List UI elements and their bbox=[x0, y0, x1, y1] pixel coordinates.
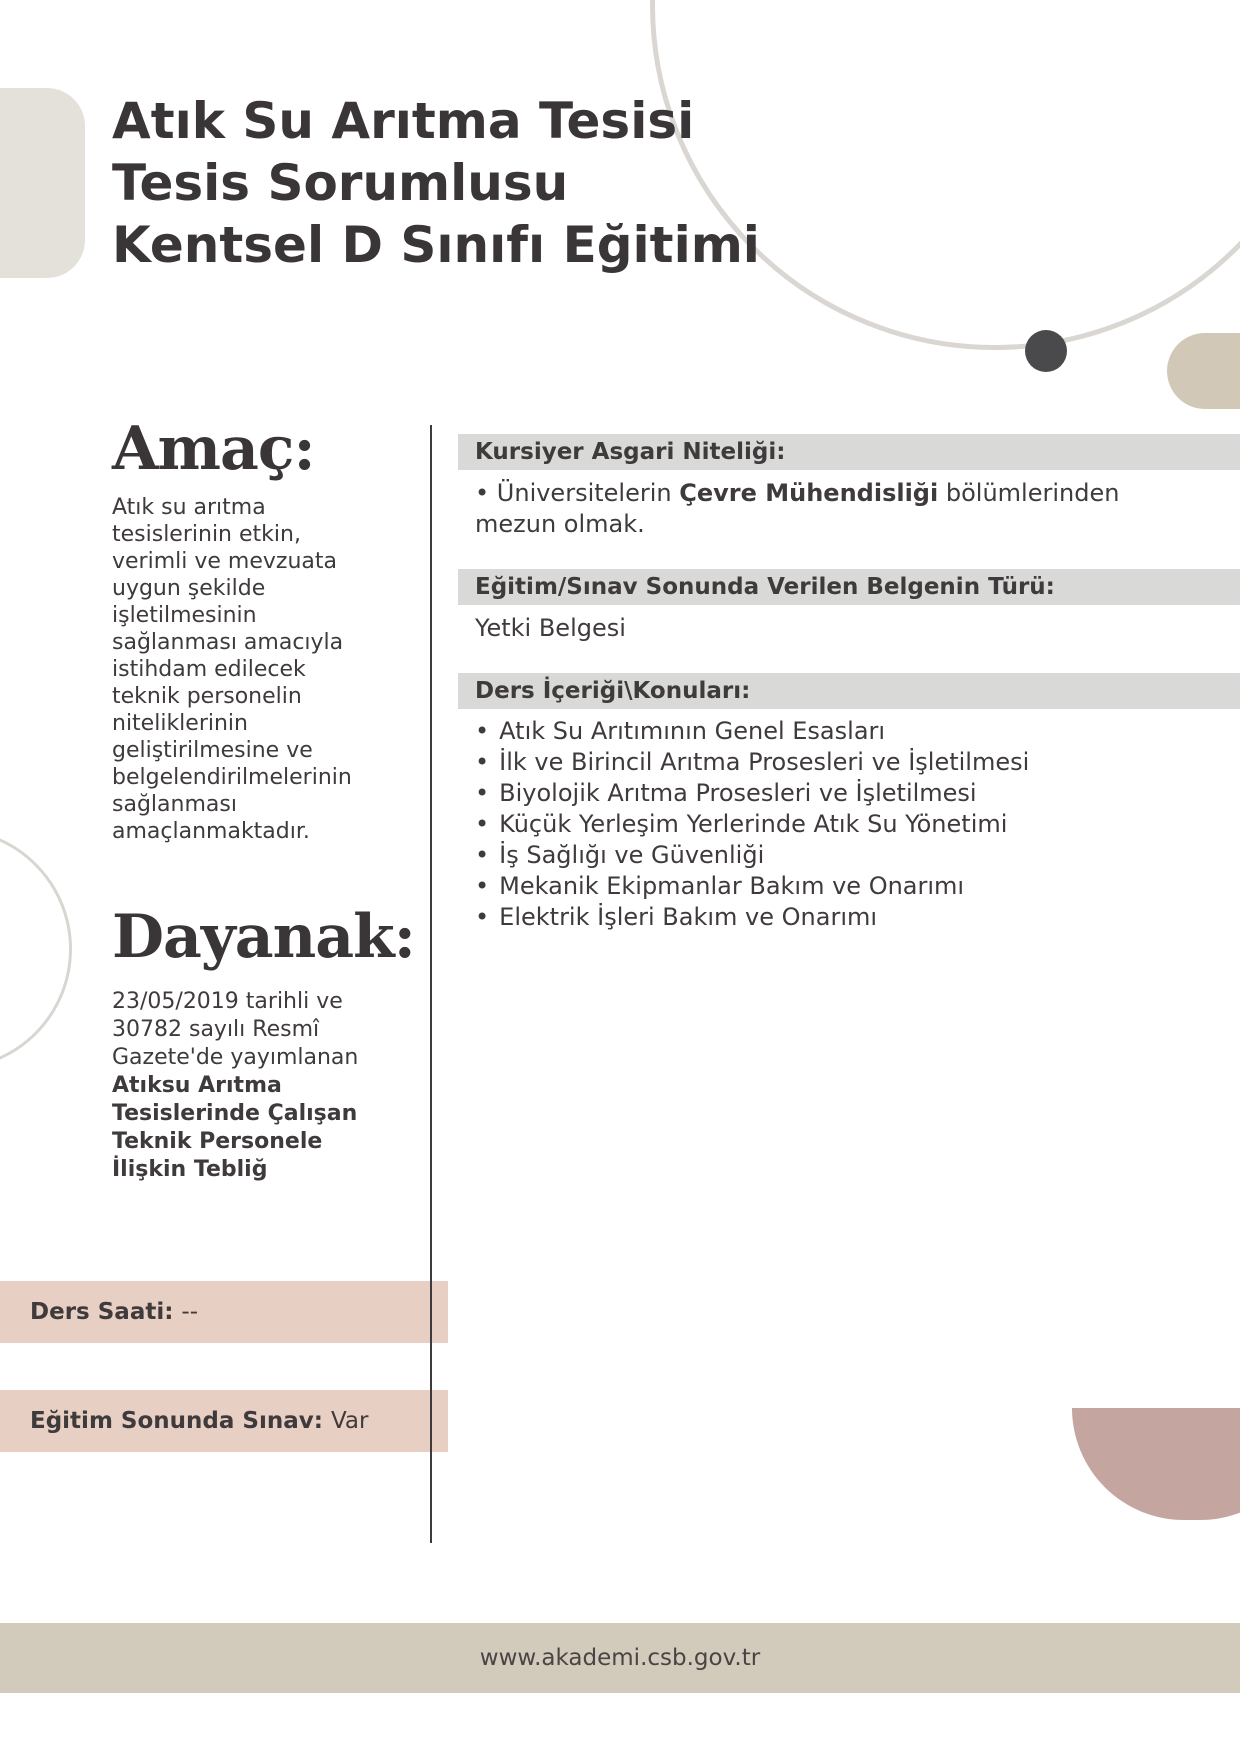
ders-saati-band bbox=[0, 1281, 448, 1343]
topic-item: • İlk ve Birincil Arıtma Prosesleri ve İşletilmesi bbox=[475, 747, 1029, 778]
footer-band bbox=[0, 1623, 1240, 1693]
dayanak-text-plain: 23/05/2019 tarihli ve 30782 sayılı Resmî Gazete'de yayımlanan bbox=[112, 989, 359, 1070]
kursiyer-bold: Çevre Mühendisliği bbox=[679, 479, 939, 507]
decorative-pill-right bbox=[1167, 333, 1240, 409]
column-divider bbox=[430, 425, 432, 1543]
topic-list bbox=[475, 716, 1029, 933]
title-line-1: Atık Su Arıtma Tesisi bbox=[112, 92, 695, 150]
ders-saati-value: -- bbox=[181, 1299, 199, 1325]
dayanak-text bbox=[112, 988, 380, 1184]
topic-item: • İş Sağlığı ve Güvenliği bbox=[475, 840, 1029, 871]
sinav-value: Var bbox=[330, 1408, 369, 1434]
decorative-pill-left bbox=[0, 88, 85, 278]
belge-value: Yetki Belgesi bbox=[475, 614, 626, 642]
kursiyer-heading: Kursiyer Asgari Niteliği: bbox=[458, 434, 1240, 470]
ders-icerigi-heading: Ders İçeriği\Konuları: bbox=[458, 673, 1240, 709]
page-title bbox=[112, 90, 760, 276]
dayanak-text-bold: Atıksu Arıtma Tesislerinde Çalışan Teknik Personele İlişkin Tebliğ bbox=[112, 1073, 358, 1182]
title-line-3: Kentsel D Sınıfı Eğitimi bbox=[112, 216, 760, 274]
kursiyer-prefix: • Üniversitelerin bbox=[475, 479, 672, 507]
amac-text: Atık su arıtma tesislerinin etkin, verimli ve mevzuata uygun şekilde işletilmesinin sağlanması amacıyla istihdam edilecek teknik personelin niteliklerinin geliştirilmesine ve belgelendirilmelerinin sağlanması amaçlanmaktadır. bbox=[112, 495, 352, 844]
decorative-half-circle bbox=[1072, 1408, 1240, 1520]
sinav-band bbox=[0, 1390, 448, 1452]
belge-heading: Eğitim/Sınav Sonunda Verilen Belgenin Türü: bbox=[458, 569, 1240, 605]
decorative-dot bbox=[1025, 330, 1067, 372]
kursiyer-suffix: bölümlerinden mezun olmak. bbox=[475, 479, 1120, 538]
topic-item: • Mekanik Ekipmanlar Bakım ve Onarımı bbox=[475, 871, 1029, 902]
footer-url: www.akademi.csb.gov.tr bbox=[479, 1645, 761, 1671]
topic-item: • Elektrik İşleri Bakım ve Onarımı bbox=[475, 902, 1029, 933]
topic-item: • Küçük Yerleşim Yerlerinde Atık Su Yönetimi bbox=[475, 809, 1029, 840]
kursiyer-text bbox=[475, 478, 1195, 540]
amac-heading: Amaç: bbox=[112, 414, 315, 484]
ders-saati-label: Ders Saati: bbox=[30, 1299, 174, 1325]
topic-item: • Atık Su Arıtımının Genel Esasları bbox=[475, 716, 1029, 747]
decorative-ring-left bbox=[0, 828, 72, 1070]
dayanak-heading: Dayanak: bbox=[112, 902, 415, 972]
sinav-label: Eğitim Sonunda Sınav: bbox=[30, 1408, 323, 1434]
title-line-2: Tesis Sorumlusu bbox=[112, 154, 569, 212]
topic-item: • Biyolojik Arıtma Prosesleri ve İşletilmesi bbox=[475, 778, 1029, 809]
